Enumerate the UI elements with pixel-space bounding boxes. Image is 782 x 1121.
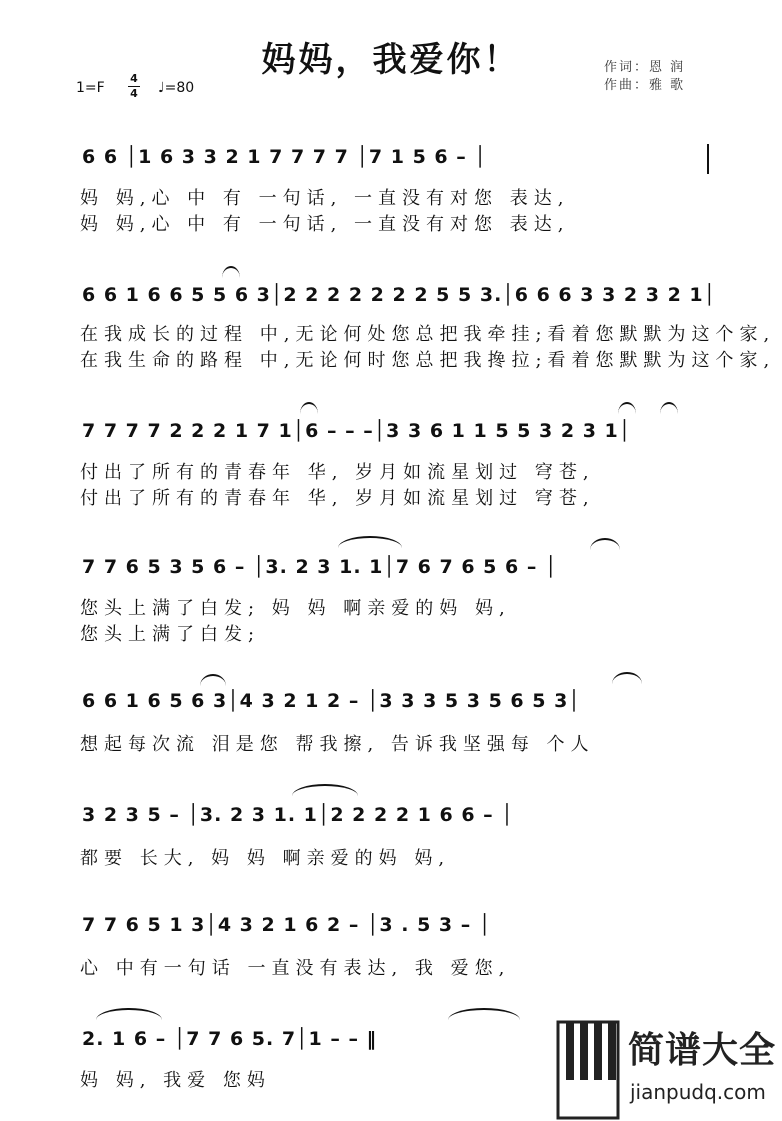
watermark-url: jianpudq.com bbox=[630, 1080, 766, 1104]
notation-line-7: 7 7 6 5 1 3│4 3 2 1 6 2 – │3 . 5 3 – │ bbox=[82, 914, 492, 936]
slur-mark bbox=[618, 402, 636, 414]
notation-line-2: 6 6 1 6 6 5 5 6 3│2 2 2 2 2 2 2 5 5 3.│6 6 6 3 3 2 3 2 1│ bbox=[82, 284, 717, 306]
notation-line-8: 2. 1 6 – │7 7 6 5. 7│1 – – ‖ bbox=[82, 1028, 378, 1050]
tempo-marking: ♩=80 bbox=[158, 80, 195, 96]
notation-line-6: 3 2 3 5 – │3. 2 3 1. 1│2 2 2 2 1 6 6 – │ bbox=[82, 804, 514, 826]
slur-mark bbox=[590, 538, 620, 550]
slur-mark bbox=[448, 1008, 520, 1020]
slur-mark bbox=[300, 402, 318, 414]
key-signature: 1=F bbox=[76, 80, 105, 96]
slur-mark bbox=[660, 402, 678, 414]
time-signature-bottom: 4 bbox=[130, 87, 138, 100]
time-signature-top: 4 bbox=[130, 72, 138, 85]
composer-credit: 作曲：雅 歌 bbox=[604, 78, 686, 93]
lyricist-credit: 作词：恩 润 bbox=[604, 60, 686, 75]
bar-line-end bbox=[707, 144, 709, 174]
slur-mark bbox=[292, 784, 358, 796]
lyric-line-1-verse-2: 妈 妈,心 中 有 一句话, 一直没有对您 表达, bbox=[80, 214, 570, 235]
time-signature bbox=[128, 73, 140, 100]
lyric-line-3-verse-2: 付出了所有的青春年 华, 岁月如流星划过 穹苍, bbox=[80, 488, 595, 509]
lyric-line-2-verse-1: 在我成长的过程 中,无论何处您总把我牵挂;看着您默默为这个家, bbox=[80, 324, 776, 345]
lyric-line-5-verse-1: 想起每次流 泪是您 帮我擦, 告诉我坚强每 个人 bbox=[80, 734, 595, 755]
notation-line-1: 6 6 │1 6 3 3 2 1 7 7 7 7 │7 1 5 6 – │ bbox=[82, 146, 487, 168]
song-title: 妈妈，我爱你！ bbox=[261, 40, 521, 80]
piano-black-key bbox=[566, 1022, 574, 1080]
slur-mark bbox=[200, 674, 226, 686]
lyric-line-8-verse-1: 妈 妈, 我爱 您妈 bbox=[80, 1070, 271, 1091]
watermark-brand: 简谱大全 bbox=[628, 1030, 777, 1071]
notation-line-3: 7 7 7 7 2 2 2 1 7 1│6 – – –│3 3 6 1 1 5 5 3 2 3 1│ bbox=[82, 420, 632, 442]
slur-mark bbox=[222, 266, 240, 278]
lyric-line-1-verse-1: 妈 妈,心 中 有 一句话, 一直没有对您 表达, bbox=[80, 188, 570, 209]
slur-mark bbox=[96, 1008, 162, 1020]
piano-black-key bbox=[580, 1022, 588, 1080]
lyric-line-7-verse-1: 心 中有一句话 一直没有表达, 我 爱您, bbox=[80, 958, 511, 979]
lyric-line-4-verse-2: 您头上满了白发; bbox=[80, 624, 261, 645]
piano-black-key bbox=[608, 1022, 616, 1080]
lyric-line-4-verse-1: 您头上满了白发; 妈 妈 啊亲爱的妈 妈, bbox=[80, 598, 511, 619]
lyric-line-6-verse-1: 都要 长大, 妈 妈 啊亲爱的妈 妈, bbox=[80, 848, 451, 869]
slur-mark bbox=[612, 672, 642, 684]
notation-line-5: 6 6 1 6 5 6 3│4 3 2 1 2 – │3 3 3 5 3 5 6 5 3│ bbox=[82, 690, 581, 712]
slur-mark bbox=[338, 536, 402, 548]
lyric-line-2-verse-2: 在我生命的路程 中,无论何时您总把我搀拉;看着您默默为这个家, bbox=[80, 350, 776, 371]
lyric-line-3-verse-1: 付出了所有的青春年 华, 岁月如流星划过 穹苍, bbox=[80, 462, 595, 483]
notation-line-4: 7 7 6 5 3 5 6 – │3. 2 3 1. 1│7 6 7 6 5 6 – │ bbox=[82, 556, 558, 578]
piano-black-key bbox=[594, 1022, 602, 1080]
